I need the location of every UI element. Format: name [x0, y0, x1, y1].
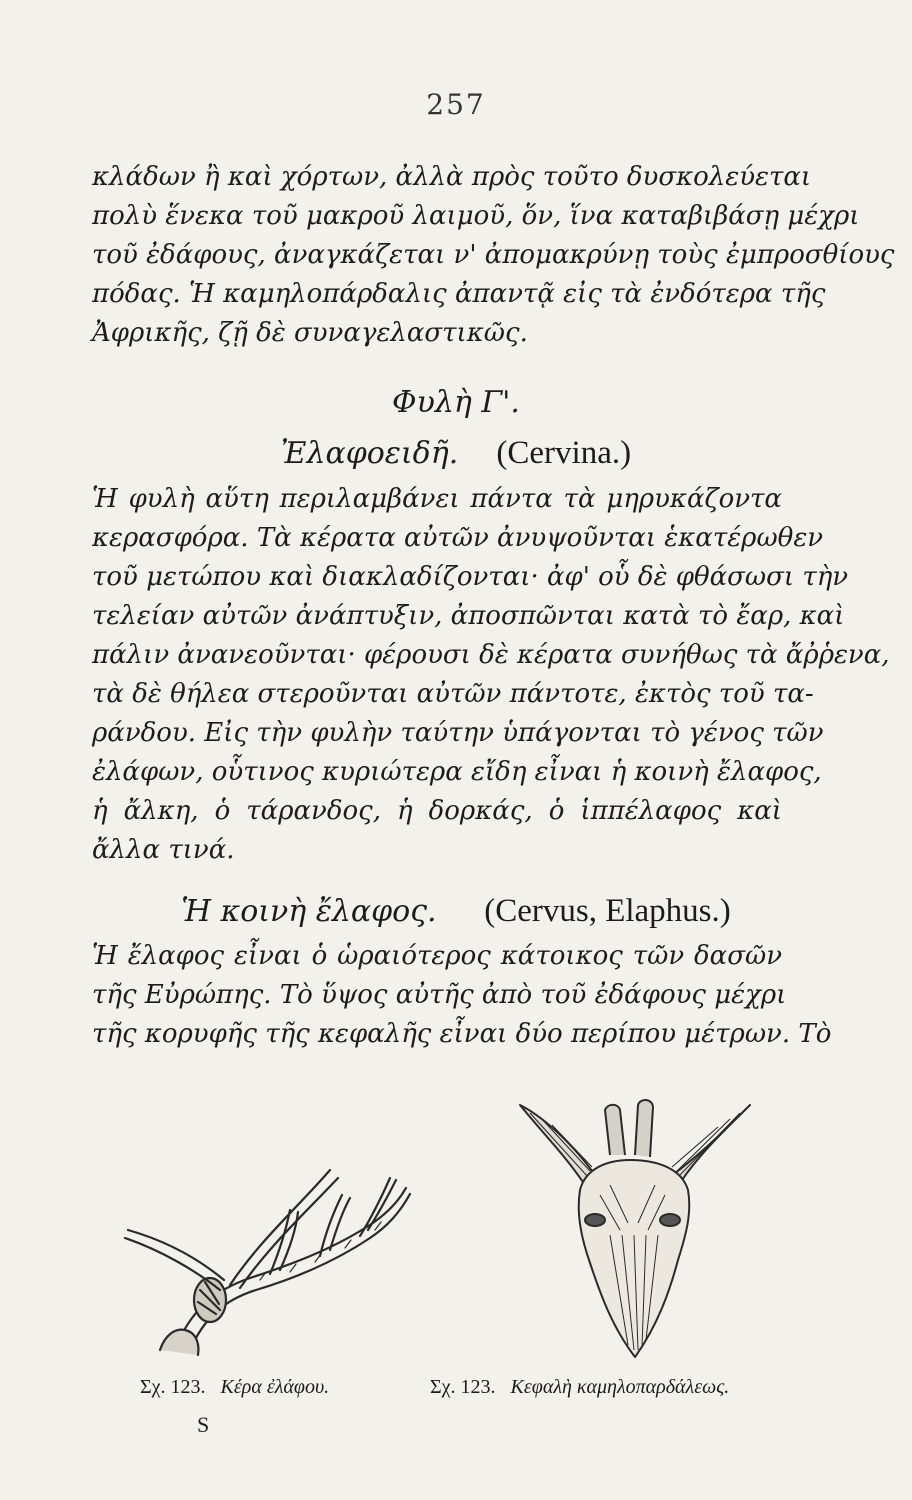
text-line: ἐλάφων, οὗτινος κυριώτερα εἴδη εἶναι ἡ κοινὴ ἔλαφος, — [92, 757, 822, 787]
deer-antler-illustration — [120, 1150, 420, 1360]
species-heading — [0, 893, 912, 930]
paragraph-cervina — [92, 480, 890, 870]
text-line: κλάδων ἢ καὶ χόρτων, ἀλλὰ πρὸς τοῦτο δυσκολεύεται — [92, 162, 812, 192]
family-heading — [0, 435, 912, 472]
text-line: τῆς κορυφῆς τῆς κεφαλῆς εἶναι δύο περίπου μέτρων. Τὸ — [92, 1019, 832, 1049]
tribe-heading — [0, 385, 912, 420]
text-line: πάλιν ἀνανεοῦνται· φέρουσι δὲ κέρατα συνήθως τὰ ἄῤῥενα, — [92, 640, 890, 670]
family-heading-latin: (Cervina.) — [496, 435, 632, 471]
text-line: ράνδου. Εἰς τὴν φυλὴν ταύτην ὑπάγονται τὸ γένος τῶν — [92, 718, 824, 748]
text-line: ἡ ἄλκη, ὁ τάρανδος, ἡ δορκάς, ὁ ἱππέλαφος καὶ — [92, 796, 782, 826]
page-number: 257 — [426, 88, 486, 121]
paragraph-giraffe-end — [92, 158, 895, 353]
text-line: τῆς Εὐρώπης. Τὸ ὕψος αὐτῆς ἀπὸ τοῦ ἐδάφους μέχρι — [92, 980, 787, 1010]
text-line: Ἡ ἔλαφος εἶναι ὁ ὡραιότερος κάτοικος τῶν δασῶν — [92, 941, 782, 971]
text-line: ἄλλα τινά. — [92, 835, 235, 865]
text-line: πολὺ ἕνεκα τοῦ μακροῦ λαιμοῦ, ὅν, ἵνα καταβιβάσῃ μέχρι — [92, 201, 860, 231]
tribe-heading-text: Φυλὴ Γ'. — [392, 385, 520, 420]
caption-giraffe-head — [430, 1376, 729, 1399]
caption-antler-text: Κέρα ἐλάφου. — [220, 1376, 330, 1398]
caption-antler — [140, 1376, 329, 1399]
text-line: κερασφόρα. Τὰ κέρατα αὐτῶν ἀνυψοῦνται ἑκατέρωθεν — [92, 523, 824, 553]
paragraph-red-deer — [92, 937, 832, 1054]
text-line: τελείαν αὐτῶν ἀνάπτυξιν, ἀποσπῶνται κατὰ τὸ ἔαρ, καὶ — [92, 601, 845, 631]
giraffe-head-illustration — [510, 1095, 760, 1365]
family-heading-greek: Ἐλαφοειδῆ. — [280, 436, 459, 471]
text-line: Ἀφρικῆς, ζῇ δὲ συναγελαστικῶς. — [92, 318, 528, 348]
caption-giraffe-prefix: Σχ. 123. — [430, 1376, 496, 1398]
caption-giraffe-text: Κεφαλὴ καμηλοπαρδάλεως. — [510, 1376, 730, 1398]
species-heading-latin: (Cervus, Elaphus.) — [484, 893, 731, 929]
text-line: τὰ δὲ θήλεα στεροῦνται αὐτῶν πάντοτε, ἐκτὸς τοῦ τα- — [92, 679, 814, 709]
text-line: πόδας. Ἡ καμηλοπάρδαλις ἀπαντᾷ εἰς τὰ ἐνδότερα τῆς — [92, 279, 826, 309]
text-line: τοῦ ἐδάφους, ἀναγκάζεται ν' ἀπομακρύνῃ τοὺς ἐμπροσθίους — [92, 240, 895, 270]
text-line: Ἡ φυλὴ αὕτη περιλαμβάνει πάντα τὰ μηρυκάζοντα — [92, 484, 782, 514]
species-heading-greek: Ἡ κοινὴ ἔλαφος. — [181, 894, 437, 929]
caption-antler-prefix: Σχ. 123. — [140, 1376, 206, 1398]
text-line: τοῦ μετώπου καὶ διακλαδίζονται· ἀφ' οὗ δὲ φθάσωσι τὴν — [92, 562, 849, 592]
signature-mark: S — [197, 1412, 210, 1437]
